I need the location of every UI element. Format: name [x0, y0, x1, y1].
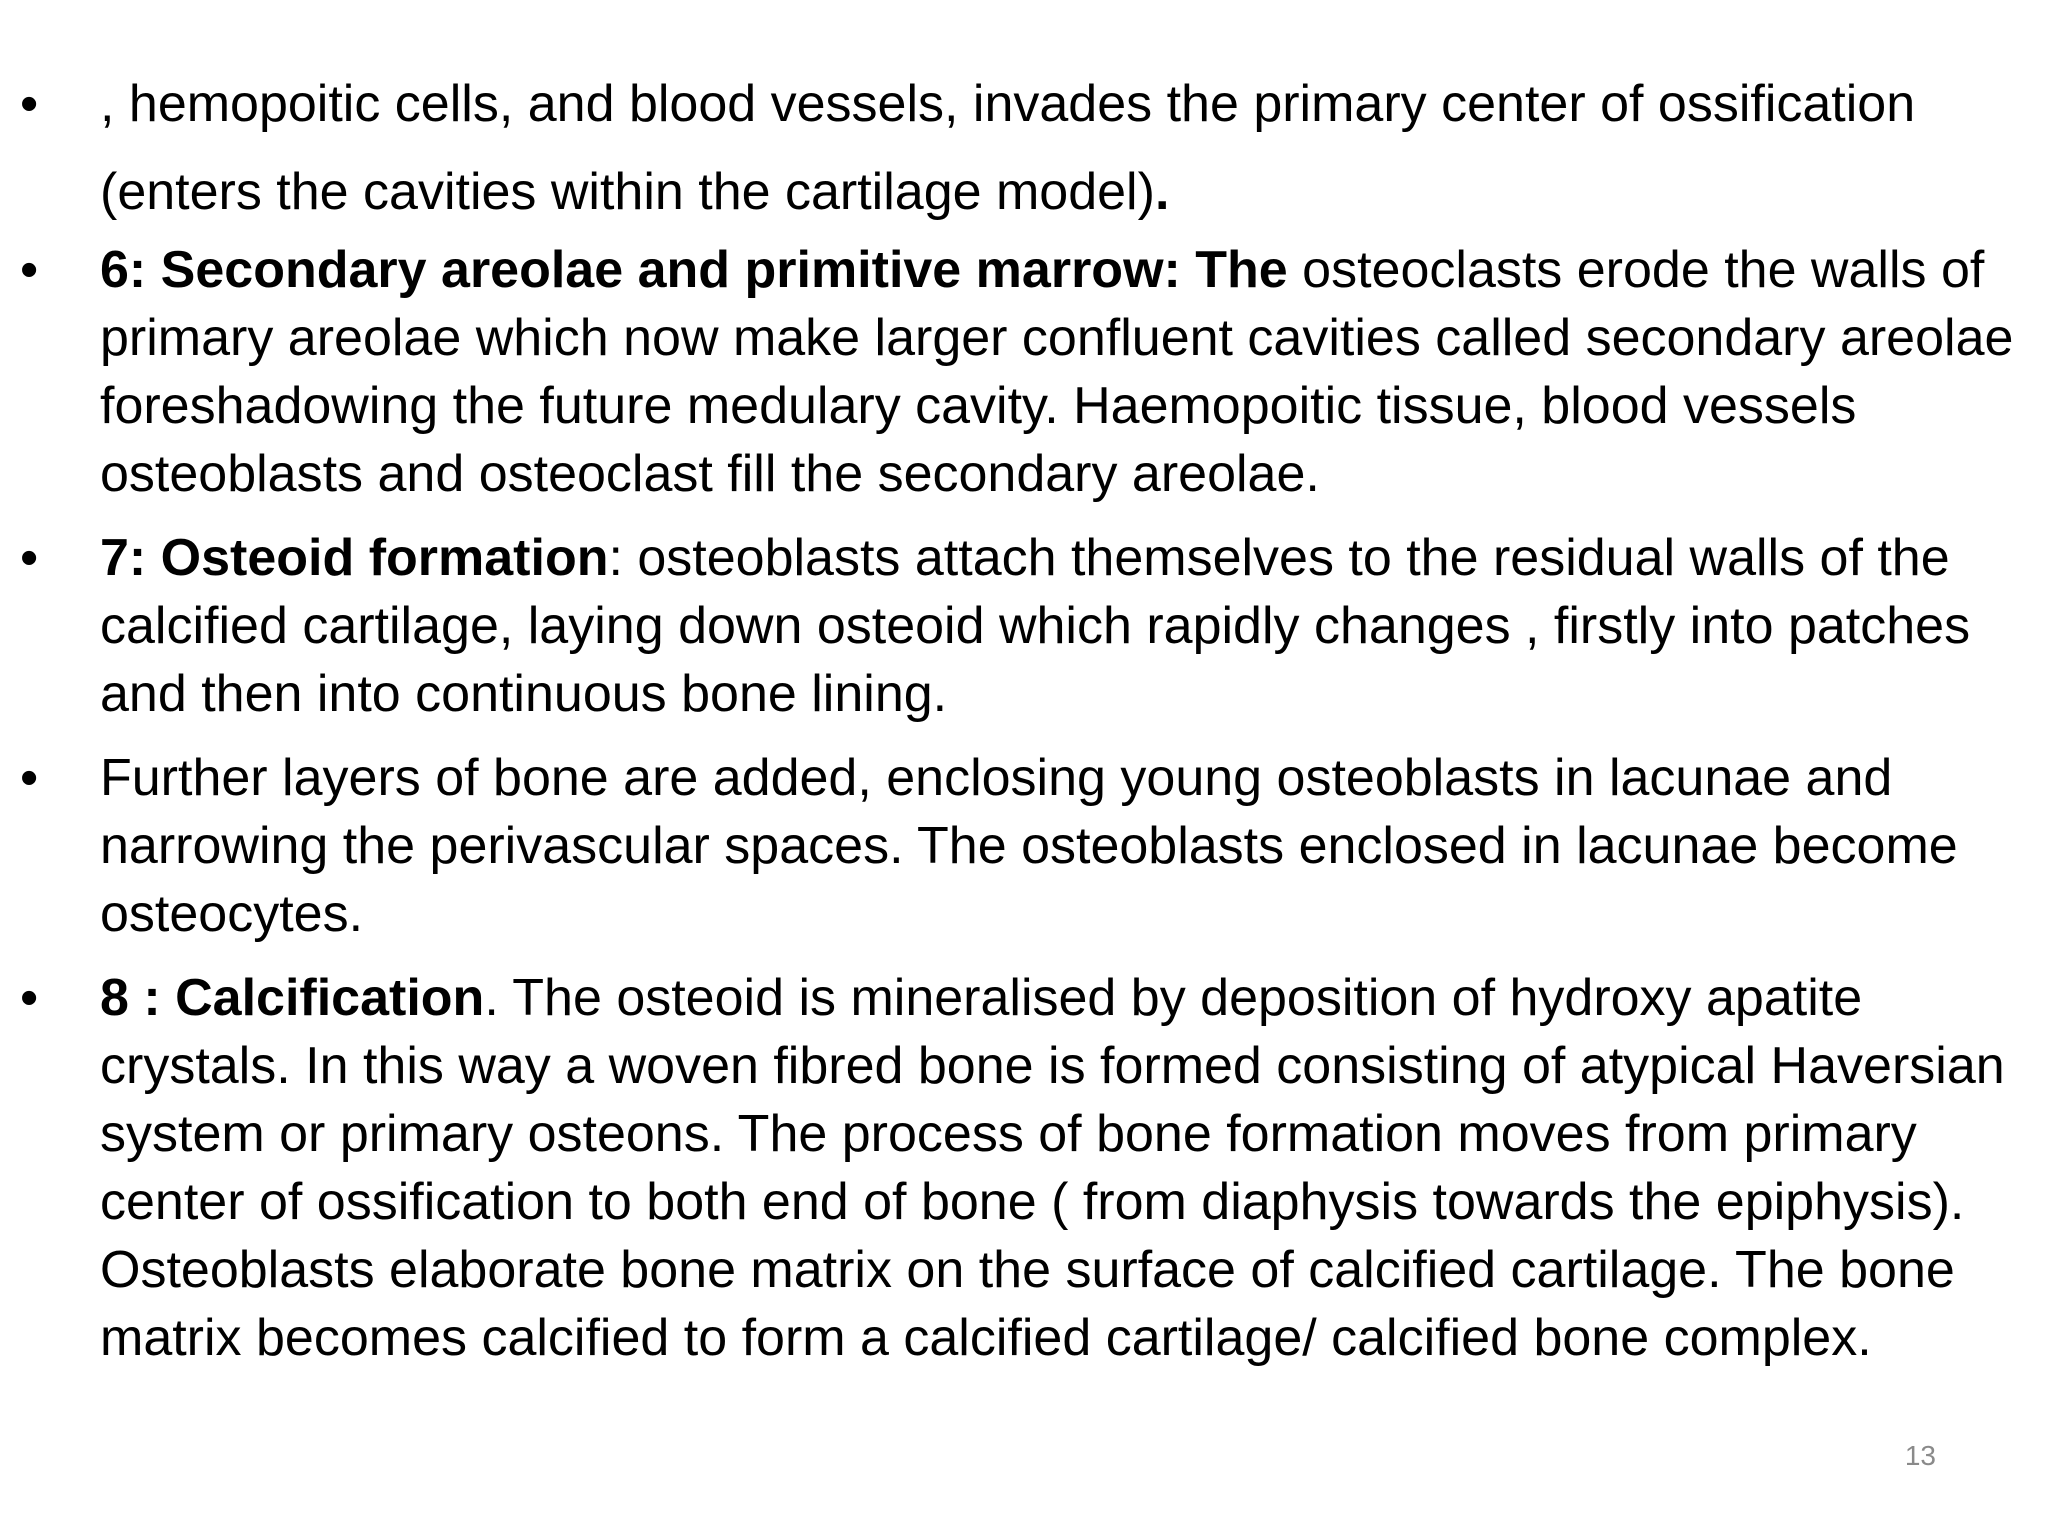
bullet-icon: • — [20, 75, 39, 133]
bullet-item-ossification-invasion — [20, 60, 2030, 236]
bullet-heading: 6: Secondary areolae and primitive marrow: The — [100, 241, 1288, 299]
bullet-text: Further layers of bone are added, enclosing young osteoblasts in lacunae and narrowing the perivascular spaces. The osteoblasts enclosed in lacunae become osteocytes. — [100, 749, 1958, 943]
bullet-text: . The osteoid is mineralised by deposition of hydroxy apatite crystals. In this way a woven fibred bone is formed consisting of atypical Haversian system or primary osteons. The process of bone formation moves from primary center of ossification to both end of bone ( from diaphysis towards the epiphysis). Osteoblasts elaborate bone matrix on the surface of calcified cartilage. The bone matrix becomes calcified to form a calcified cartilage/ calcified bone complex. — [100, 969, 2005, 1367]
bullet-text: osteoclasts erode the walls of primary areolae which now make larger confluent cavities called secondary areolae foreshadowing the future medulary cavity. Haemopoitic tissue, blood vessels osteoblasts and osteoclast fill the secondary areolae. — [100, 241, 2014, 503]
bullet-icon: • — [20, 529, 39, 587]
bullet-heading: 8 : Calcification — [100, 969, 485, 1027]
bullet-list — [20, 60, 2030, 1388]
bullet-item-osteoid-formation — [20, 524, 2030, 728]
bullet-item-further-layers — [20, 744, 2030, 948]
slide-number: 13 — [1904, 1440, 1936, 1471]
bullet-icon: • — [20, 241, 39, 299]
bullet-text: , hemopoitic cells, and blood vessels, invades the primary center of ossification (enters the cavities within the cartilage model) — [100, 75, 1916, 221]
bullet-text-period: . — [1154, 163, 1170, 221]
bullet-item-calcification — [20, 964, 2030, 1372]
bullet-icon: • — [20, 969, 39, 1027]
bullet-text: : osteoblasts attach themselves to the residual walls of the calcified cartilage, laying down osteoid which rapidly changes , firstly into patches and then into continuous bone lining. — [100, 529, 1971, 723]
bullet-heading: 7: Osteoid formation — [100, 529, 609, 587]
bullet-item-secondary-areolae — [20, 236, 2030, 508]
bullet-icon: • — [20, 749, 39, 807]
